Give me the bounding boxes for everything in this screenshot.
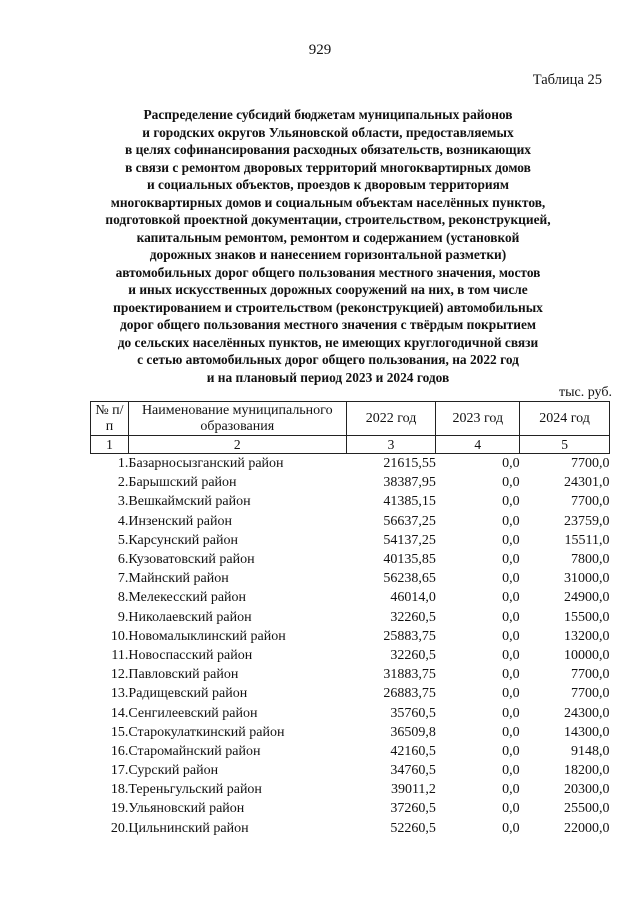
units-label: тыс. руб.: [559, 385, 612, 400]
header-num: № п/п: [91, 402, 129, 436]
cell-y2023: 0,0: [502, 801, 520, 817]
cell-num: 4.: [117, 513, 129, 529]
cell-num: 13.: [110, 686, 129, 702]
cell-y2022: 38387,95: [383, 475, 436, 491]
table-row: [91, 665, 610, 684]
table-row: [91, 473, 610, 492]
cell-y2022: 56238,65: [383, 571, 436, 587]
cell-y2023: 0,0: [502, 782, 520, 798]
cell-y2022: 42160,5: [390, 743, 436, 759]
table-row: [91, 492, 610, 511]
cell-y2022: 41385,15: [383, 494, 436, 510]
header-2024: 2024 год: [520, 402, 610, 436]
cell-num: 6.: [117, 552, 129, 568]
cell-y2023: 0,0: [502, 532, 520, 548]
cell-name: Николаевский район: [128, 609, 252, 625]
table-row: [91, 588, 610, 607]
cell-name: Карсунский район: [128, 532, 238, 548]
table-row: [91, 512, 610, 531]
cell-y2024: 10000,0: [564, 647, 610, 663]
title-line: подготовкой проектной документации, строительством, реконструкцией,: [105, 212, 551, 227]
cell-y2023: 0,0: [502, 667, 520, 683]
title-line: капитальным ремонтом, ремонтом и содержанием (установкой: [136, 229, 520, 245]
cell-name: Кузоватовский район: [128, 552, 255, 568]
cell-y2022: 40135,85: [383, 552, 436, 568]
cell-name: Мелекесский район: [128, 590, 247, 606]
cell-y2022: 37260,5: [390, 801, 436, 817]
cell-y2024: 23759,0: [564, 513, 610, 529]
cell-y2024: 7700,0: [571, 667, 610, 683]
title-line: дорог общего пользования местного значения с твёрдым покрытием: [119, 317, 537, 332]
cell-y2022: 25883,75: [383, 628, 436, 644]
cell-y2023: 0,0: [502, 552, 520, 568]
cell-y2023: 0,0: [502, 571, 520, 587]
cell-num: 3.: [117, 494, 129, 510]
table-row: [91, 780, 610, 799]
cell-y2024: 7800,0: [571, 552, 610, 568]
cell-name: Ульяновский район: [128, 801, 245, 817]
cell-y2023: 0,0: [502, 628, 520, 644]
column-index: 3: [346, 436, 436, 454]
column-index: 2: [128, 436, 346, 454]
cell-y2022: 34760,5: [390, 763, 436, 779]
cell-y2022: 39011,2: [390, 782, 436, 798]
title-line: с сетью автомобильных дорог общего пользования, на 2022 год: [137, 352, 519, 367]
table-row: [91, 684, 610, 703]
header-2022: 2022 год: [346, 402, 436, 436]
cell-y2024: 31000,0: [564, 571, 610, 587]
cell-num: 20.: [110, 820, 129, 836]
table-row: [91, 627, 610, 646]
header-2023: 2023 год: [436, 402, 520, 436]
cell-y2022: 35760,5: [390, 705, 436, 721]
column-index: 1: [91, 436, 129, 454]
title-line: и социальных объектов, проездов к дворовым территориям: [146, 177, 509, 192]
cell-y2022: 36509,8: [390, 724, 436, 740]
cell-name: Павловский район: [128, 667, 239, 683]
cell-y2022: 52260,5: [390, 820, 436, 836]
table-row: [91, 723, 610, 742]
table-row: [91, 550, 610, 569]
cell-num: 19.: [110, 801, 129, 817]
cell-name: Сенгилеевский район: [128, 705, 258, 721]
cell-y2024: 24301,0: [564, 475, 610, 491]
cell-y2024: 7700,0: [571, 456, 610, 472]
cell-name: Инзенский район: [128, 513, 232, 529]
cell-num: 7.: [117, 571, 129, 587]
table-row: [91, 761, 610, 780]
cell-name: Новомалыклинский район: [128, 628, 286, 644]
table-row: [91, 819, 610, 838]
cell-num: 12.: [110, 667, 129, 683]
cell-name: Цильнинский район: [128, 820, 249, 836]
cell-num: 10.: [110, 628, 129, 644]
table-row: [91, 742, 610, 761]
cell-y2024: 15511,0: [564, 532, 610, 548]
cell-y2022: 31883,75: [383, 667, 436, 683]
table-row: [91, 646, 610, 665]
page-number: 929: [308, 42, 332, 58]
cell-y2024: 24900,0: [564, 590, 610, 606]
cell-num: 11.: [111, 647, 129, 663]
cell-y2023: 0,0: [502, 513, 520, 529]
table-header-row: [91, 402, 610, 436]
title-line: и иных искусственных дорожных сооружений на них, в том числе: [128, 282, 528, 297]
table-label: Таблица 25: [532, 72, 602, 88]
header-name: Наименование муниципального образования: [128, 402, 346, 436]
cell-y2023: 0,0: [502, 456, 520, 472]
cell-name: Новоспасский район: [128, 647, 253, 663]
table-body: [91, 454, 610, 838]
title-line: и на плановый период 2023 и 2024 годов: [206, 369, 450, 385]
cell-y2024: 15500,0: [564, 609, 610, 625]
cell-y2023: 0,0: [502, 743, 520, 759]
cell-num: 9.: [117, 609, 129, 625]
cell-name: Базарносызганский район: [128, 456, 284, 472]
cell-y2023: 0,0: [502, 763, 520, 779]
cell-name: Тереньгульский район: [128, 782, 262, 798]
title-line: проектированием и строительством (реконструкцией) автомобильных: [113, 299, 543, 315]
cell-y2024: 18200,0: [564, 763, 610, 779]
cell-y2022: 32260,5: [390, 609, 436, 625]
title-line: до сельских населённых пунктов, не имеющих круглогодичной связи: [117, 334, 539, 350]
cell-num: 18.: [110, 782, 129, 798]
cell-y2024: 20300,0: [564, 782, 610, 798]
cell-y2024: 7700,0: [571, 686, 610, 702]
cell-y2023: 0,0: [502, 820, 520, 836]
cell-num: 5.: [117, 532, 129, 548]
cell-name: Барышский район: [128, 475, 237, 491]
cell-y2023: 0,0: [502, 590, 520, 606]
title-line: автомобильных дорог общего пользования местного значения, мостов: [115, 264, 541, 280]
cell-y2023: 0,0: [502, 494, 520, 510]
column-index-row: [91, 436, 610, 454]
table-row: [91, 531, 610, 550]
subsidy-table: [90, 401, 610, 838]
cell-name: Старокулаткинский район: [128, 724, 285, 740]
cell-num: 17.: [110, 763, 129, 779]
table-row: [91, 608, 610, 627]
title-line: и городских округов Ульяновской области, предоставляемых: [142, 124, 514, 140]
table-row: [91, 799, 610, 818]
cell-y2024: 13200,0: [564, 628, 610, 644]
cell-y2022: 56637,25: [383, 513, 436, 529]
table-row: [91, 703, 610, 722]
cell-num: 1.: [117, 456, 129, 472]
title-line: Распределение субсидий бюджетам муниципальных районов: [143, 107, 513, 122]
cell-num: 16.: [110, 743, 129, 759]
cell-name: Вешкаймский район: [128, 494, 251, 510]
cell-name: Старомайнский район: [128, 743, 261, 759]
cell-num: 15.: [110, 724, 129, 740]
table-title: [70, 106, 586, 386]
cell-y2023: 0,0: [502, 475, 520, 491]
title-line: в связи с ремонтом дворовых территорий многоквартирных домов: [125, 159, 531, 175]
cell-name: Сурский район: [128, 763, 219, 779]
title-line: многоквартирных домов и социальным объектам населённых пунктов,: [110, 194, 546, 210]
cell-name: Майнский район: [128, 571, 229, 587]
cell-y2022: 26883,75: [383, 686, 436, 702]
column-index: 5: [520, 436, 610, 454]
cell-y2023: 0,0: [502, 609, 520, 625]
cell-y2024: 25500,0: [564, 801, 610, 817]
cell-y2022: 54137,25: [383, 532, 436, 548]
cell-y2023: 0,0: [502, 686, 520, 702]
cell-num: 14.: [110, 705, 129, 721]
column-index: 4: [436, 436, 520, 454]
cell-y2024: 9148,0: [571, 743, 610, 759]
cell-y2022: 32260,5: [390, 647, 436, 663]
cell-num: 8.: [117, 590, 129, 606]
cell-y2023: 0,0: [502, 647, 520, 663]
title-line: в целях софинансирования расходных обязательств, возникающих: [125, 142, 531, 157]
cell-name: Радищевский район: [128, 686, 248, 702]
table-row: [91, 454, 610, 474]
title-line: дорожных знаков и нанесением горизонтальной разметки): [149, 247, 507, 262]
cell-y2022: 46014,0: [390, 590, 436, 606]
cell-y2023: 0,0: [502, 705, 520, 721]
cell-y2023: 0,0: [502, 724, 520, 740]
cell-y2024: 22000,0: [564, 820, 610, 836]
cell-y2022: 21615,55: [383, 456, 436, 472]
cell-y2024: 14300,0: [564, 724, 610, 740]
cell-num: 2.: [117, 475, 129, 491]
cell-y2024: 7700,0: [571, 494, 610, 510]
table-row: [91, 569, 610, 588]
cell-y2024: 24300,0: [564, 705, 610, 721]
